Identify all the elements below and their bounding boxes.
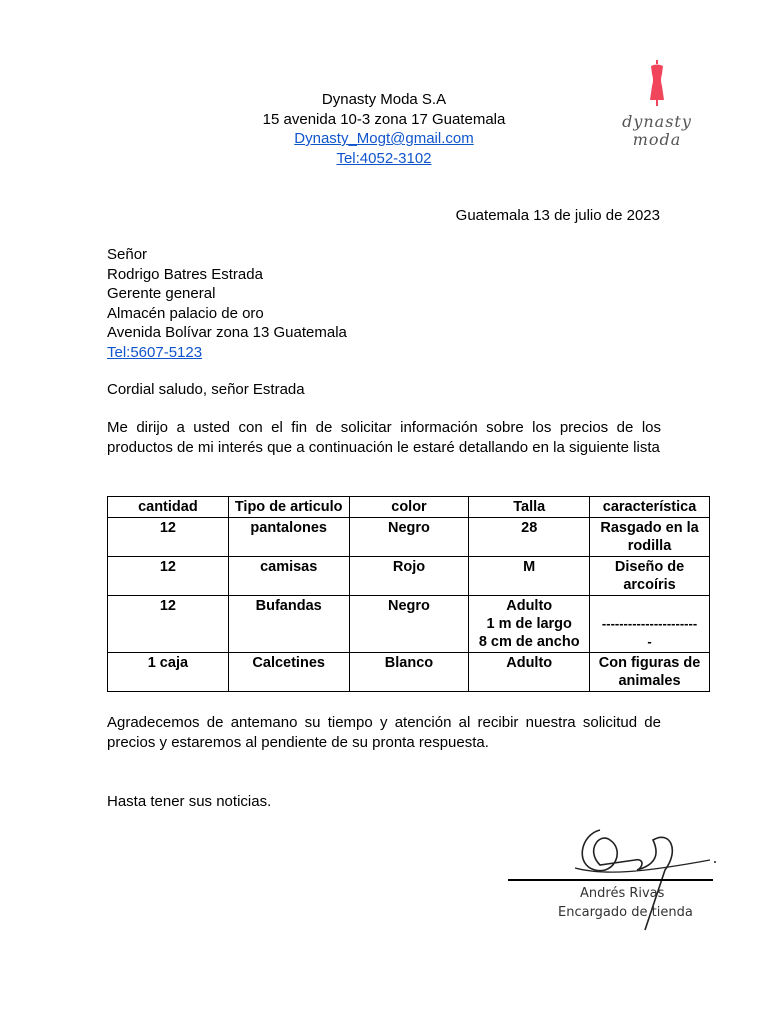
intro-paragraph: Me dirijo a usted con el fin de solicitar información sobre los precios de los productos de mi interés que a continuación le estaré detallando en la siguiente lista [107,419,661,456]
table-cell: 12 [108,596,229,653]
table-cell: 1 caja [108,653,229,692]
header-color: color [349,497,469,518]
table-cell: Rojo [349,557,469,596]
table-cell: 28 [469,518,590,557]
recipient-phone-link[interactable]: Tel:5607-5123 [107,343,203,361]
recipient-salutation: Señor [107,246,148,263]
mannequin-icon [645,60,669,108]
table-cell: 12 [108,518,229,557]
signer-role: Encargado de tienda [558,905,693,920]
logo-text-2: moda [632,130,682,149]
company-phone-link[interactable]: Tel:4052-3102 [336,149,432,167]
table-cell: ---------------------- - [590,596,710,653]
table-cell: Con figuras de animales [590,653,710,692]
table-row [108,557,710,596]
table-cell: pantalones [228,518,349,557]
signature-line [508,879,713,881]
closing-paragraph: Agradecemos de antemano su tiempo y atención al recibir nuestra solicitud de precios y estaremos al pendiente de su pronta respuesta. [107,714,661,751]
table-cell: Calcetines [228,653,349,692]
table-cell: 12 [108,557,229,596]
dynasty-logo [612,60,702,149]
company-name: Dynasty Moda S.A [321,91,447,108]
recipient-title: Gerente general [107,285,216,302]
header-cantidad: cantidad [108,497,229,518]
table-cell: Rasgado en la rodilla [590,518,710,557]
company-address: 15 avenida 10-3 zona 17 Guatemala [262,110,506,128]
table-cell: Bufandas [228,596,349,653]
table-cell: camisas [228,557,349,596]
table-cell: Blanco [349,653,469,692]
recipient-block [107,245,347,362]
table-row [108,596,710,653]
recipient-name: Rodrigo Batres Estrada [107,265,263,283]
signer-name: Andrés Rivas [580,886,665,901]
header-caracteristica: característica [590,497,710,518]
products-table [107,496,710,692]
header-talla: Talla [469,497,590,518]
table-cell: Negro [349,518,469,557]
table-header-row [108,497,710,518]
table-cell: M [469,557,590,596]
table-cell: Adulto [469,653,590,692]
table-cell: Diseño de arcoíris [590,557,710,596]
company-email-link[interactable]: Dynasty_Mogt@gmail.com [294,130,474,147]
logo-text-1: dynasty [622,112,692,131]
greeting: Cordial saludo, señor Estrada [107,381,305,398]
table-cell: Negro [349,596,469,653]
table-row [108,653,710,692]
header-tipo: Tipo de articulo [228,497,349,518]
recipient-address: Avenida Bolívar zona 13 Guatemala [107,324,347,341]
table-row [108,518,710,557]
table-cell: Adulto 1 m de largo 8 cm de ancho [469,596,590,653]
sign-off: Hasta tener sus noticias. [107,793,272,810]
recipient-company: Almacén palacio de oro [107,304,264,322]
letter-date: Guatemala 13 de julio de 2023 [455,207,660,224]
